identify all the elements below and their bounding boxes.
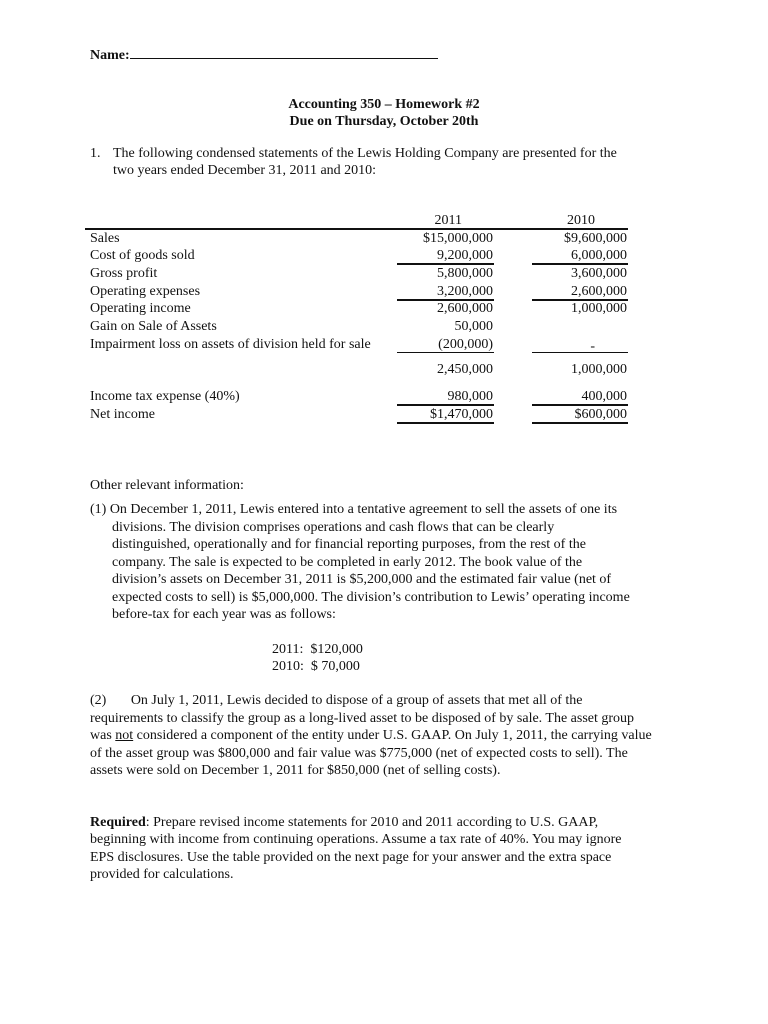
doc-title: Accounting 350 – Homework #2 [288, 97, 480, 112]
value-2011: 980,000 [447, 389, 493, 404]
name-field [90, 45, 438, 64]
info-line: of the asset group was $800,000 and fair value was $775,000 (net of expected costs to sell). The [90, 746, 628, 761]
info-line: before-tax for each year was as follows: [112, 607, 336, 622]
column-header-2011: 2011 [434, 213, 462, 228]
info-line [90, 727, 652, 744]
subtotal-rule [532, 352, 628, 353]
info-line: requirements to classify the group as a long-lived asset to be disposed of by sale. The asset group [90, 711, 635, 726]
subtotal-rule [397, 352, 494, 353]
info-line: division’s assets on December 31, 2011 is $5,200,000 and the estimated fair value (net of [112, 572, 612, 587]
row-label: Net income [90, 407, 155, 422]
value-2011: 2,600,000 [437, 301, 493, 316]
value-2010: 400,000 [581, 389, 627, 404]
value-2010: 1,000,000 [571, 362, 627, 377]
question-intro-line: two years ended December 31, 2011 and 2010: [113, 163, 377, 178]
info-text: was [90, 728, 116, 743]
value-2011: 9,200,000 [437, 248, 493, 263]
row-label: Impairment loss on assets of division held for sale [90, 337, 371, 352]
required-line: EPS disclosures. Use the table provided on the next page for your answer and the extra space [90, 850, 612, 865]
question-number: 1. [90, 146, 101, 161]
info-line: company. The sale is expected to be completed in early 2012. The book value of the [112, 555, 583, 570]
info-line: divisions. The division comprises operations and cash flows that can be clearly [112, 520, 555, 535]
info-line: (1) On December 1, 2011, Lewis entered into a tentative agreement to sell the assets of one its [90, 502, 618, 517]
row-label: Operating income [90, 301, 191, 316]
value-2011: $1,470,000 [430, 407, 493, 422]
value-2010: $9,600,000 [564, 231, 627, 246]
value-2011: (200,000) [438, 337, 493, 352]
total-rule [532, 422, 628, 424]
contribution-2010: 2010: $ 70,000 [272, 659, 360, 674]
value-2010: 3,600,000 [571, 266, 627, 281]
row-label: Gross profit [90, 266, 158, 281]
required-text: : Prepare revised income statements for 2010 and 2011 according to U.S. GAAP, [145, 815, 599, 830]
info-line: expected costs to sell) is $5,000,000. The division’s contribution to Lewis’ operating income [112, 590, 630, 605]
value-2011: $15,000,000 [423, 231, 493, 246]
value-2010: - [590, 339, 595, 354]
info-line: (2) On July 1, 2011, Lewis decided to dispose of a group of assets that met all of the [90, 693, 583, 708]
row-label: Operating expenses [90, 284, 201, 299]
value-2011: 5,800,000 [437, 266, 493, 281]
name-blank-line [130, 45, 438, 59]
question-intro-line: The following condensed statements of the Lewis Holding Company are presented for the [113, 146, 617, 161]
row-label: Sales [90, 231, 120, 246]
required-line: provided for calculations. [90, 867, 234, 882]
other-info-heading: Other relevant information: [90, 478, 244, 493]
required-line [90, 814, 598, 831]
column-header-2010: 2010 [567, 213, 595, 228]
total-rule [397, 422, 494, 424]
row-label: Income tax expense (40%) [90, 389, 240, 404]
value-2010: 6,000,000 [571, 248, 627, 263]
doc-due-date: Due on Thursday, October 20th [289, 114, 479, 129]
value-2010: 2,600,000 [571, 284, 627, 299]
info-line: distinguished, operationally and for financial reporting purposes, from the rest of the [112, 537, 586, 552]
value-2010: 1,000,000 [571, 301, 627, 316]
required-line: beginning with income from continuing operations. Assume a tax rate of 40%. You may ignore [90, 832, 622, 847]
row-label: Gain on Sale of Assets [90, 319, 217, 334]
info-text: considered a component of the entity under U.S. GAAP. On July 1, 2011, the carrying value [133, 728, 652, 743]
value-2011: 3,200,000 [437, 284, 493, 299]
contribution-2011: 2011: $120,000 [272, 642, 363, 657]
row-label: Cost of goods sold [90, 248, 195, 263]
value-2011: 2,450,000 [437, 362, 493, 377]
info-line: assets were sold on December 1, 2011 for $850,000 (net of selling costs). [90, 763, 501, 778]
table-top-rule [85, 228, 628, 230]
name-label: Name: [90, 48, 130, 63]
emphasis-not: not [115, 728, 134, 743]
required-label: Required [90, 815, 146, 830]
value-2011: 50,000 [454, 319, 493, 334]
value-2010: $600,000 [574, 407, 627, 422]
